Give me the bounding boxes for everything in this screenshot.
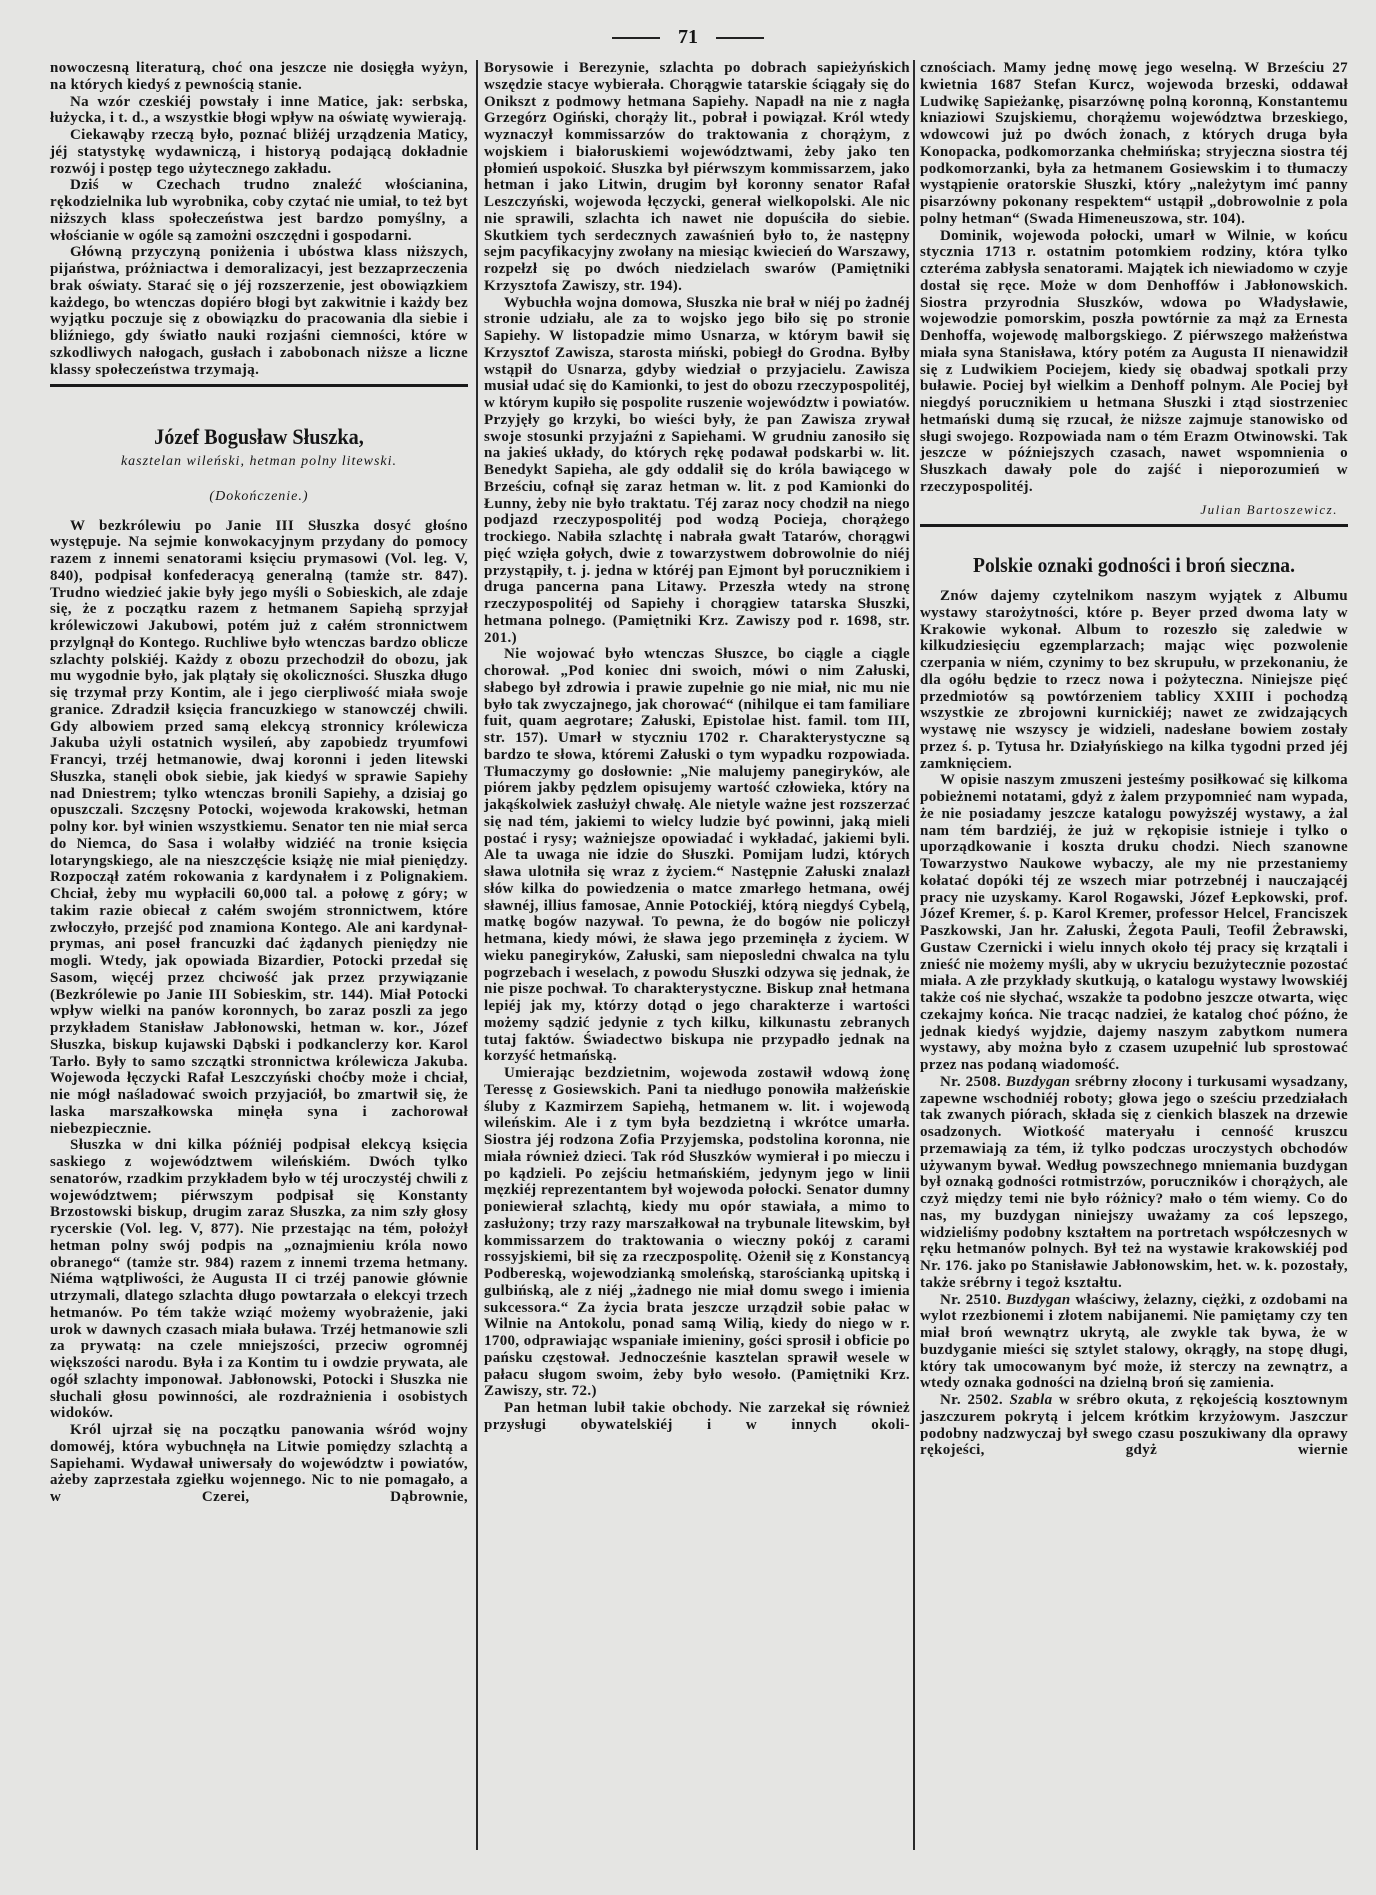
divider <box>716 37 764 39</box>
paragraph: cznościach. Mamy jednę mowę jego weselną. W Brześciu 27 kwietnia 1687 Stefan Kurcz, wojewoda brzeski, oddawał Ludwikę Sapieżankę, pisarzównę polną koronną, Konstantemu kniaziowi Szujskiemu, chorążemu województwa brzeskiego, wdowcowi już po dwóch żonach, z których druga była Konopacka, podkomorzanka chełmińska; stryjeczna siostra téj podkomorzanki, była za hetmanem Gosiewskim i to tłumaczy wystąpienie oratorskie Słuszki, który „należytym imć panny pisarzówny pokonany respektem“ ustąpił „dobrowolnie z pola polny hetman“ (Swada Himeneuszowa, str. 104). <box>920 60 1348 227</box>
article-title: Polskie oznaki godności i broń sieczna. <box>973 553 1295 578</box>
article-title: Józef Bogusław Słuszka, <box>154 424 364 450</box>
section-rule <box>50 384 468 387</box>
item-number: Nr. 2510. <box>940 1291 1002 1308</box>
paragraph: nowoczesną literaturą, choć ona jeszcze nie dosięgła wyżyn, na których kiedyś z pewnością stanie. <box>50 60 468 93</box>
column-3 <box>920 60 1348 1459</box>
column-2 <box>484 60 910 1434</box>
paragraph: Główną przyczyną poniżenia i ubóstwa klass niższych, pijaństwa, próżniactwa i demoralizacyi, jest bezzaprzeczenia brak oświaty. Starać się o jéj rozszerzenie, jest obowiązkiem każdego, bo wtenczas dopiéro błogi byt zakwitnie i każdy bez wyjątku poczuje się z obowiązku do pracowania dla siebie i bliźniego, gdy światło nauki rozjaśni ciemności, które w szkodliwych nałogach, gusłach i zabobonach niższe a liczne klassy społeczeństwa trzymają. <box>50 244 468 378</box>
item-text: właściwy, żelazny, ciężki, z ozdobami na wylot rzezbionemi i złotem nabijanemi. Nie pamiętamy czy ten miał broń wewnątrz ukrytą, ale zwykle tak bywa, że w buzdyganie mieści się sztylet stalowy, okrągły, na stopę długi, który tak umocowanym być może, iż sterczy na zewnątrz, a wtedy oznaka godności na dzielną broń się zamienia. <box>920 1291 1348 1392</box>
item-name: Buzdygan <box>1005 1073 1071 1090</box>
author-signature: Julian Bartoszewicz. <box>1200 501 1338 517</box>
paragraph: Dziś w Czechach trudno znaleźć włościanina, rękodzielnika lub wyrobnika, coby czytać nie umiał, to też byt niższych klass społeczeństwa jest bardzo pomyślny, a włościanie w ogóle są zamożni oszczędni i gospodarni. <box>50 177 468 244</box>
item-name: Szabla <box>1009 1392 1053 1408</box>
item-text: w srébro okuta, z rękojeścią kosztownym jaszczurem pokrytą i jelcem krótkim krzyżowym. Jaszczur podobny nadzwyczaj był swego czasu poszukiwany dla oprawy rękojeści, gdyż wiernie <box>920 1392 1348 1459</box>
paragraph: Umierając bezdzietnim, wojewoda zostawił wdową żonę Teressę z Gosiewskich. Pani ta niedługo ponowiła małżeńskie śluby z Kazmirzem Sapiehą, hetmanem w. lit. i wojewodą wileńskim. Ale i z tym była bezdzietną i wkrótce umarła. Siostra jéj rodzona Zofia Przyjemska, podstolina koronna, nie miała również dzieci. Tak ród Słuszków wymierał i po mieczu i po kądzieli. Po zejściu hetmańskiém, jedynym jego w linii męzkiéj reprezentantem był wojewoda połocki. Senator dumny poniewierał szlachtą, kiedy mu opór stawiała, a mimo to zasłużony; trzy razy marszałkował na trybunale litewskim, był kommissarzem do traktowania o wieczny pokój z carami rossyjskiemi, bił się za rzeczpospolitę. Ożenił się z Konstancyą Podbereską, wojewodzianką smoleńską, starościanką upitską i gulbińską, ale z niéj „żadnego nie miał domu swego i imienia sukcessora.“ Za życia brata jeszcze urządził sobie pałac w Wilnie na Antokolu, ponad samą Wilią, kiedy do niego w r. 1700, odprawiając wspaniałe imieniny, gości sprosił i obficie po pańsku częstował. Jednocześnie kasztelan sprawił wesele w pałacu sługom swoim, żeby było wesoło. (Pamiętniki Krz. Zawiszy, str. 72.) <box>484 1065 910 1400</box>
article-subtitle: kasztelan wileński, hetman polny litewski. <box>120 454 398 469</box>
item-number: Nr. 2502. <box>940 1392 1003 1408</box>
paragraph: Król ujrzał się na początku panowania wśród wojny domowéj, która wybuchnęła na Litwie pomiędzy szlachtą a Sapiehami. Wydawał uniwersały do województw i powiatów, ażeby zaprzestała zgiełku wojennego. Nic to nie pomagało, a w Czerei, Dąbrownie, <box>50 1422 468 1505</box>
paragraph: Na wzór czeskiéj powstały i inne Matice, jak: serbska, łużycka, i t. d., a wszystkie błogi wpływ na oświatę wywierają. <box>50 93 468 127</box>
item-text: srébrny złocony i turkusami wysadzany, zapewne wschodniéj roboty; głowa jego o sześciu przedziałach tak zwanych piórach, składa się z cienkich blaszek na drzewie osadzonych. Wiotkość materyału i cenność kruszcu przemawiają za tém, iż tylko podczas uroczystych obchodów używanym bywał. Według powszechnego mniemania buzdygan był oznaką godności rotmistrzów, poruczników i chorążych, ale czyż między temi nie było różnicy? mało o tém wiemy. Co do nas, my buzdygan niniejszy uważamy za coś lepszego, widzieliśmy podobny kształtem na portretach współczesnych w ręku hetmanów polnych. Był też na wystawie krakowskiéj pod Nr. 176. jako po Stanisławie Jabłonowskim, het. w. k. pozostały, także srébrny i tegoż kształtu. <box>920 1073 1349 1291</box>
item-name: Buzdygan <box>1006 1291 1071 1308</box>
paragraph: Znów dajemy czytelnikom naszym wyjątek z Albumu wystawy starożytności, które p. Beyer przed dwoma laty w Krakowie wykonał. Album to rozeszło się zaledwie w kilkudziesięciu egzemplarzach; mając więc pozwolenie czerpania w niém, czynimy to bez skrupułu, w przekonaniu, że dla ogółu będzie to rzecz nowa i pożyteczna. Niniejsze pięć przedmiotów są powtórzeniem tablicy XXIII i pochodzą wszystkie ze zbrojowni kurnickiéj; nawet ze zwidzających wystawę nie wszyscy je widzieli, nadesłane bowiem zostały przez ś. p. Tytusa hr. Działyńskiego na kilka tygodni przed jéj zamknięciem. <box>920 588 1348 772</box>
continuation-note: (Dokończenie.) <box>209 488 309 504</box>
catalog-item <box>920 1074 1348 1292</box>
paragraph: W bezkrólewiu po Janie III Słuszka dosyć głośno występuje. Na sejmie konwokacyjnym przydany do pomocy razem z innemi senatorami księciu prymasowi (Vol. leg. V, 840), podpisał konfederacyą generalną (tamże str. 847). Trudno wiedzieć jakie były jego myśli o Sobieskich, ale zdaje się, że z początku razem z hetmanem Sapiehą sprzyjał królewiczowi Jakubowi, potém już z całém stronnictwem przylgnął do Kontego. Ruchliwe było wtenczas bardzo oblicze szlachty polskiéj. Każdy z obozu przechodził do obozu, jak mu wygodnie było, jak plątały się okoliczności. Słuszka długo się trzymał przy Kontim, ale i jego cierpliwość miała swoje granice. Zdradził księcia francuzkiego w stanowczéj chwili. Gdy albowiem przed samą elekcyą stronnicy królewicza Jakuba użyli ostatnich wysileń, aby zapobiedz tryumfowi Francyi, trzéj hetmanowie, dwaj koronni i jeden litewski Słuszka, stanęli obok siebie, jak kiedyś w sprawie Sapiehy nad Dniestrem; tylko wtenczas bronili Sapiehy, a dzisiaj go opuszczali. Szczęsny Potocki, wojewoda krakowski, hetman polny kor. był winien wszystkiemu. Senator ten nie miał serca do Niemca, do Sasa i wolałby widziéć na tronie księcia lotaryngskiego, ale na nieszczęście książę nie miał pieniędzy. Rozpoczął zatém rokowania z kardynałem i z Polignakiem. Chciał, żeby mu wypłacili 60,000 tal. a połowę z góry; w takim razie obiecał z całém swojém stronnictwem, które zwłoczyło, przejść pod znamiona Kontego. Ale ani kardynał-prymas, ani poseł francuzki dać żądanych pieniędzy nie mogli. Wtedy, jak opowiada Bizardier, Potocki przedał się Sasom, więcéj przez chciwość jak przez przywiązanie (Bezkrólewie po Janie III Sobieskim, str. 144). Miał Potocki wpływ wielki na panów koronnych, bo zaraz poszli za jego przykładem Stanisław Jabłonowski, hetman w. kor., Józef Słuszka, biskup kujawski Dąbski i podkanclerzy kor. Karol Tarło. Były to samo szczątki stronnictwa królewicza Jakuba. Wojewoda łęczycki Rafał Leszczyński choćby może i chciał, nie mógł naśladować swoich przyjaciół, bo zmartwił się, że laska marszałkowska minęła syna i zachorował niebezpiecznie. <box>50 517 468 1137</box>
section-rule <box>920 524 1348 527</box>
paragraph: Borysowie i Berezynie, szlachta po dobrach sapieżyńskich wszędzie stacye wybierała. Chorągwie tatarskie ściągały się do Onikszt z podmowy hetmana Sapiehy. Napadł na nie z nagła Grzegórz Ogiński, chorąży lit., pobrał i powiązał. Król wtedy wyznaczył kommissarzów do traktowania z chorążym, z wojskiem i białoruskiemi województwami, żeby jako ten płomień uspokoić. Słuszka był piérwszym kommissarzem, jako hetman i jako Litwin, drugim był koronny senator Rafał Leszczyński, wojewoda łęczycki, generał wielkopolski. Ale nic nie sprawili, szlachta ich nawet nie dopuściła do siebie. Skutkiem tych serdecznych zawaśnień było to, że następny sejm pacyfikacyjny zwołany na miesiąc kwiecień do Warszawy, rozpełzł się po dwóch niedzielach swarów (Pamiętniki Krzysztofa Zawiszy, str. 194). <box>484 60 910 294</box>
column-divider <box>476 60 478 1850</box>
item-number: Nr. 2508. <box>940 1073 1002 1090</box>
page-number <box>0 26 1376 49</box>
column-divider <box>913 60 915 1850</box>
divider <box>612 37 660 39</box>
paragraph: Dominik, wojewoda połocki, umarł w Wilnie, w końcu stycznia 1713 r. ostatnim potomkiem rodziny, która tylko czteréma zabłysła senatorami. Majątek ich niewiadomo w czyje dostał się ręce. Może w dom Denhoffów i Jabłonowskich. Siostra przyrodnia Słuszków, wdowa po Władysławie, wojewodzie pomorskim, poszła powtórnie za mąż za Ernesta Denhoffa, wojewodę malborgskiego. Z piérwszego małżeństwa miała syna Stanisława, który potém za Augusta II nienawidził się z Ludwikiem Pociejem, kiedy się obadwaj spotkali przy buławie. Pociej był wielkim a Denhoff polnym. Ale Pociej był niegdyś porucznikiem u hetmana Słuszki i ztąd siostrzeniec hetmański dumą się rzucał, że niższe zajmuje stanowisko od sługi swojego. Rozpowiada nam o tém Erazm Otwinowski. Tak jeszcze w późniejszych czasach, nawet wspomnienia o Słuszkach dawały pole do zajść i nieporozumień w rzeczypospolitéj. <box>920 227 1348 495</box>
paragraph: Wybuchła wojna domowa, Słuszka nie brał w niéj po żadnéj stronie udziału, ale za to wojsko jego biło się po stronie Sapiehy. W listopadzie mimo Usnarza, w którym bawił się Krzysztof Zawisza, starosta miński, pobiegł do Grodna. Byłby wstąpił do Usnarza, gdyby wiedział o przyjacielu. Zawisza musiał udać się do Kamionki, to jest do obozu rzeczypospolitéj, w którym kupiło się pospolite ruszenie województw i powiatów. Przyjęły go krzyki, bo wieści były, że pan Zawisza zrywał swoje stosunki przyjaźni z Sapiehami. W grudniu zanosiło się na jakieś układy, do których rękę podawał podskarbi w. lit. Benedykt Sapieha, ale gdy oddalił się do króla bawiącego w Brześciu, cofnął się zaraz hetman w. lit. z pod Kamionki do Łunny, żeby nie było traktatu. Téj zaraz nocy chodził na niego podjazd rzeczypospolitéj pod wodzą Pocieja, chorążego trockiego. Nabiła szlachtę i nabrała gwałt Tatarów, chorągwi pięć wzięła gołych, dwie z towarzystwem dobrowolnie do niéj przystąpiły, t. j. jedna w któréj pan Ejmont był porucznikiem i druga pancerna pana Litawy. Przeszła wtedy na stronę rzeczypospolitéj od Sapiehy i chorągiew tatarska Słuszki, hetmana polnego. (Pamiętniki Krz. Zawiszy pod r. 1698, str. 201.) <box>484 294 910 646</box>
catalog-item <box>920 1392 1348 1459</box>
paragraph: Pan hetman lubił takie obchody. Nie zarzekał się również przysługi obywatelskiéj i w innych okoli- <box>484 1400 910 1433</box>
paragraph: Słuszka w dni kilka późniéj podpisał elekcyą księcia saskiego z województwem wileńskiém. Dwóch tylko senatorów, rzadkim przykładem było w téj uroczystéj chwili z województwem; piérwszym podpisał się Konstanty Brzostowski biskup, drugim zaraz Słuszka, za nim szły głosy rycerskie (Vol. leg. V, 877). Nie przestając na tém, położył hetman polny swój podpis na „oznajmieniu króla nowo obranego“ (tamże str. 984) razem z innemi trzema hetmany. Niéma wątpliwości, że Augusta II ci trzéj panowie głównie utrzymali, dlatego szlachta długo powtarzała o elekcyi trzech hetmanów. Po tém także wziąć możemy wyobrażenie, jaki urok w dawnych czasach miała buława. Trzéj hetmanowie szli za prywatą: na czele mniejszości, przeciw ogromnéj większości narodu. Była i za Kontim tu i owdzie prywata, ale ogół szlachty imponował. Jabłonowski, Potocki i Słuszka nie słuchali głosu powinności, ale rozdrażnienia i osobistych widoków. <box>50 1137 468 1422</box>
paragraph: W opisie naszym zmuszeni jesteśmy posiłkować się kilkoma pobieżnemi notatami, gdyż z żalem przypomnieć nam wypada, że nie posiadamy jeszcze katalogu powyższéj wystawy, a żal nam tém bardziéj, że już w rękopisie istnieje i tylko o uporządkowanie i koszta druku chodzi. Niech szanowne Towarzystwo Naukowe wybaczy, ale my nie przestaniemy kołatać dopóki téj ze wszech miar potrzebnéj i nauczającéj pracy nie uzyskamy. Karol Rogawski, Józef Łepkowski, prof. Józef Kremer, ś. p. Karol Kremer, professor Helcel, Franciszek Paszkowski, Jan hr. Załuski, Żegota Pauli, Teofil Żebrawski, Gustaw Czernicki i wielu innych około téj pracy się krzątali i znieść nie możemy myśli, aby w ukryciu bezużytecznie pozostać miała. A złe przykłady skutkują, o katalogu wystawy lwowskiéj także coś nie słychać, wszakże ta podobno jeszcze otwarta, więc czekajmy końca. Nie tracąc nadziei, że katalog choć późno, że jednak kiedyś wyjdzie, dajemy naszym zabytkom numera wystawy, aby można było z czasem uzupełnić lub sprostować przez nas podaną wiadomość. <box>920 772 1348 1073</box>
catalog-item <box>920 1292 1348 1393</box>
page-number-text: 71 <box>678 26 698 48</box>
paragraph: Ciekawąby rzeczą było, poznać bliżéj urządzenia Maticy, jéj statystykę wydawniczą, i historyą podającą dokładnie rozwój i postęp tego użytecznego zakładu. <box>50 127 468 177</box>
column-1 <box>50 60 468 1506</box>
paragraph: Nie wojować było wtenczas Słuszce, bo ciągle a ciągle chorował. „Pod koniec dni swoich, mówi o nim Załuski, słabego był zdrowia i prawie zupełnie go nie miał, nic mu nie było tak zwyczajnego, jak chorować“ (nihilque ei tam familiare fuit, quam aegrotare; Załuski, Epistolae hist. famil. tom III, str. 157). Umarł w styczniu 1702 r. Charakterystyczne są bardzo te słowa, któremi Załuski o tym wypadku rozpowiada. Tłumaczymy go dosłownie: „Nie malujemy panegiryków, ale piórem jakby pędzlem opisujemy wartość człowieka, który na jakąśkolwiek zasłużył chwałę. Ale nietyle ważne jest rozszerzać się nad tém, jakiemi to wielcy ludzie być powinni, jaką mieli postać i rysy; ważniejsze opowiadać i wykładać, jakiemi byli. Ale ta uwaga nie idzie do Słuszki. Pomijam ludzi, których sława ulotniła się wraz z życiem.“ Następnie Załuski znalazł słów kilka do powiedzenia o matce zmarłego hetmana, owéj sławnéj, illius famosae, Annie Potockiéj, którą niegdyś Cybelą, matkę bogów nazywał. To pewna, że do bogów nie policzył hetmana, kiedy mówi, że sława jego przeminęła z życiem. W wieku panegiryków, Załuski, sam nieposledni chwalca na tylu pogrzebach i weselach, z powodu Słuszki odzywa się jednak, że nie pisze pochwał. To charakterystyczne. Biskup znał hetmana lepiéj jak my, którzy dotąd o jego charakterze i wartości możemy sądzić jedynie z tych kilku, kilkunastu zebranych tutaj faktów. Świadectwo biskupa nie przypadło jednak na korzyść hetmańską. <box>484 646 910 1065</box>
